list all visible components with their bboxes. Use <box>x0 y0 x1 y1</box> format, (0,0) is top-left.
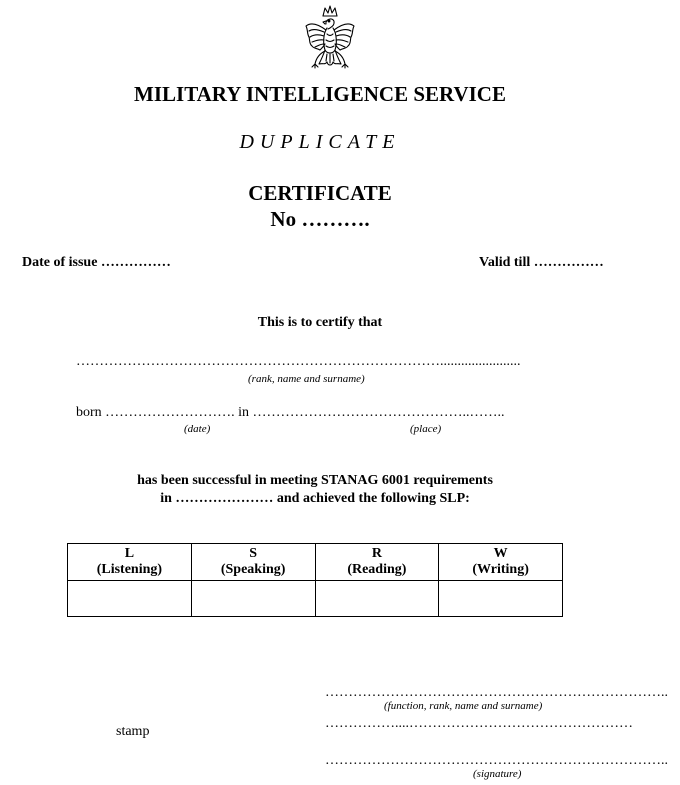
slp-value-writing <box>439 581 563 617</box>
slp-value-speaking <box>191 581 315 617</box>
function-field-line: ……………………………………………………………….. <box>325 685 668 700</box>
slp-header-writing: W (Writing) <box>439 544 563 581</box>
function-caption: (function, rank, name and surname) <box>384 700 543 712</box>
stamp-label: stamp <box>116 724 150 739</box>
certificate-number: No ………. <box>270 207 370 231</box>
slp-header-row <box>68 544 563 581</box>
certificate-heading: CERTIFICATE <box>248 181 392 205</box>
name-caption: (rank, name and surname) <box>248 373 365 385</box>
slp-value-row <box>68 581 563 617</box>
signature-caption: (signature) <box>473 768 522 780</box>
name-field-line: ……………………………………………………………………....................... <box>76 354 521 369</box>
duplicate-label: DUPLICATE <box>239 131 401 153</box>
certify-statement: This is to certify that <box>257 315 383 330</box>
place-caption: (place) <box>410 423 442 435</box>
white-eagle-emblem-icon <box>303 4 357 74</box>
function-field-line-2: ……………....………………………………………… <box>325 716 633 731</box>
result-line-1: has been successful in meeting STANAG 6001 requirements <box>137 473 493 488</box>
service-title: MILITARY INTELLIGENCE SERVICE <box>134 82 506 106</box>
slp-value-listening <box>68 581 192 617</box>
slp-value-reading <box>315 581 439 617</box>
slp-header-speaking: S (Speaking) <box>191 544 315 581</box>
born-line: born ………………………. in ………………………………………..…….. <box>76 405 505 420</box>
slp-header-listening: L (Listening) <box>68 544 192 581</box>
valid-till: Valid till …………… <box>479 255 604 270</box>
signature-field-line: ……………………………………………………………….. <box>325 753 668 768</box>
slp-table <box>67 543 563 617</box>
slp-header-reading: R (Reading) <box>315 544 439 581</box>
date-of-issue: Date of issue …………… <box>22 255 171 270</box>
date-caption: (date) <box>184 423 211 435</box>
result-line-2: in ………………… and achieved the following SLP: <box>160 491 470 506</box>
